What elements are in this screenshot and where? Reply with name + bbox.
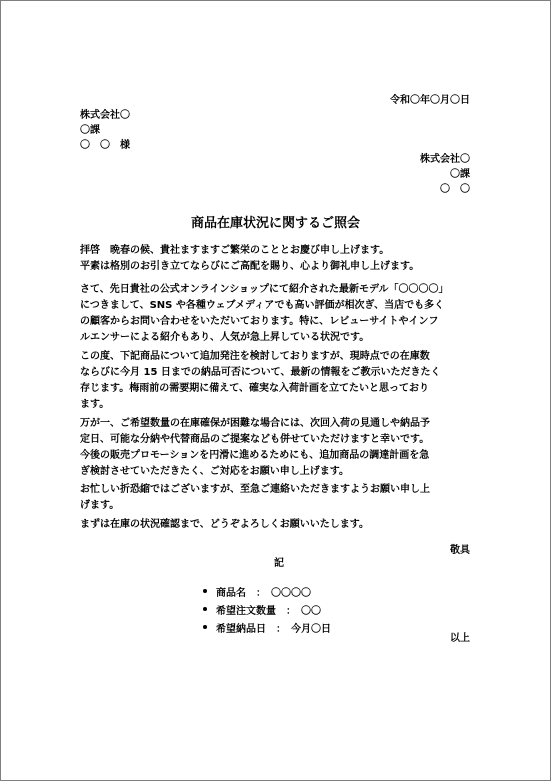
paragraph-line: お忙しい折恐縮ではございますが、至急ご連絡いただきますようお願い申し上 <box>80 484 430 495</box>
paragraph-line: 定日、可能な分納や代替商品のご提案なども併せていただけますと幸いです。 <box>80 434 430 445</box>
paragraph-line: まずは在庫の状況確認まで、どうぞよろしくお願いいたします。 <box>80 519 369 530</box>
list-item <box>203 582 331 600</box>
paragraph-background <box>80 282 480 346</box>
paragraph-line: ぎ検討させていただきたく、ご対応をお願い申し上げます。 <box>80 466 349 477</box>
paragraph-line: 平素は格別のお引き立てならびにご高配を賜り、心より御礼申し上げます。 <box>80 261 420 272</box>
recipient-company: 株式会社〇 <box>80 110 130 121</box>
paragraph-line: げます。 <box>80 500 120 511</box>
paragraph-line: 存じます。梅雨前の需要期に備えて、確実な入荷計画を立てたいと思っており <box>80 383 429 394</box>
paragraph-line: 万が一、ご希望数量の在庫確保が困難な場合には、次回入荷の見通しや納品予 <box>80 418 430 429</box>
item-label: 希望注文数量 ： 〇〇 <box>216 605 321 617</box>
paragraph-line: ならびに今月 15 日までの納品可否について、最新の情報をご教示いただきたく <box>80 367 441 378</box>
paragraph-greeting <box>80 243 480 275</box>
bullet-icon <box>203 625 207 629</box>
list-item <box>203 600 331 618</box>
paragraph-line: ルエンサーによる紹介もあり、人気が急上昇している状況です。 <box>80 332 370 343</box>
item-label: 希望納品日 ： 今月〇日 <box>216 623 331 635</box>
paragraph-line: の顧客からお問い合わせをいただいております。特に、レビューサイトやインフ <box>80 316 439 327</box>
bullet-icon <box>203 589 207 593</box>
paragraph-line: につきまして、SNS や各種ウェブメディアでも高い評価が相次ぎ、当店でも多く <box>80 300 445 311</box>
list-item <box>203 618 331 636</box>
item-list <box>203 582 331 636</box>
paragraph-line: さて、先日貴社の公式オンラインショップにて紹介された最新モデル「〇〇〇〇」 <box>80 284 449 295</box>
bullet-icon <box>203 607 207 611</box>
ki-heading: 記 <box>274 558 284 569</box>
document-date: 令和〇年〇月〇日 <box>390 95 470 106</box>
paragraph-contingency <box>80 416 480 480</box>
item-label: 商品名 ： 〇〇〇〇 <box>216 587 311 599</box>
sender-department: 〇課 <box>450 169 470 180</box>
closing-ijo: 以上 <box>450 633 470 644</box>
paragraph-line: ます。 <box>80 399 110 410</box>
paragraph-line: この度、下記商品について追加発注を検討しておりますが、現時点での在庫数 <box>80 351 430 362</box>
paragraph-request <box>80 349 480 413</box>
sender-company: 株式会社〇 <box>420 154 470 165</box>
recipient-name: 〇 〇 様 <box>80 140 130 151</box>
sender-name: 〇 〇 <box>440 184 470 195</box>
paragraph-line: 拝啓 晩春の候、貴社ますますご繁栄のこととお慶び申し上げます。 <box>80 245 390 256</box>
paragraph-closing <box>80 517 480 533</box>
closing-keigu: 敬具 <box>450 545 470 556</box>
recipient-department: 〇課 <box>80 125 100 136</box>
paragraph-urgent <box>80 482 480 514</box>
document-title: 商品在庫状況に関するご照会 <box>190 216 360 231</box>
paragraph-line: 今後の販売プロモーションを円滑に進めるためにも、追加商品の調達計画を急 <box>80 450 430 461</box>
